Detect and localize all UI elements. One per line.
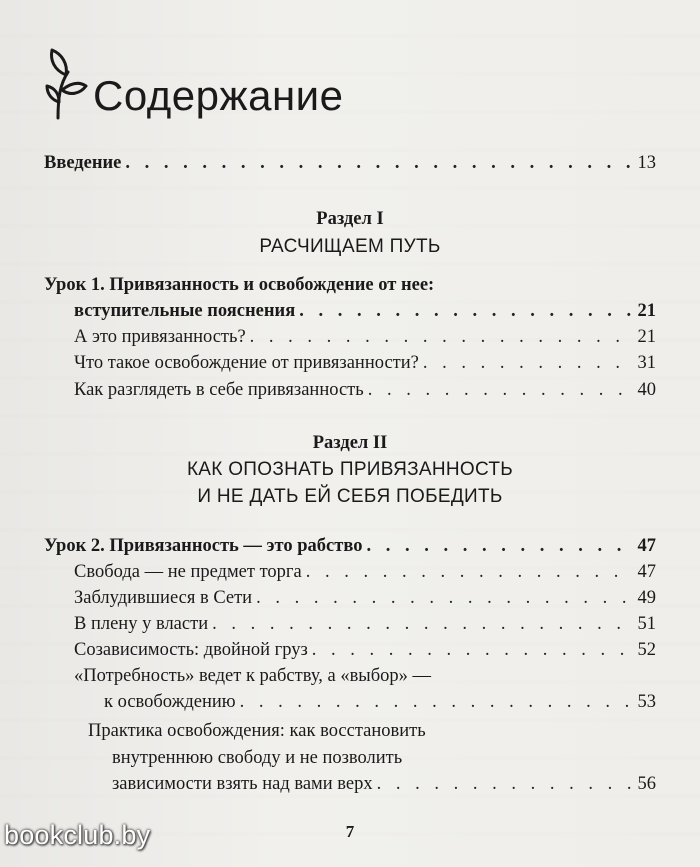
toc-entry	[74, 350, 656, 376]
section-label: Раздел I	[316, 209, 384, 229]
toc-entry	[74, 611, 656, 637]
toc-entry	[104, 689, 656, 715]
toc-entry	[74, 585, 656, 611]
lesson-title-line: Урок 1. Привязанность и освобождение от нее:	[44, 275, 435, 295]
toc-page-number: 31	[637, 353, 656, 373]
toc-entry	[74, 559, 656, 585]
toc-entry-label: Созависимость: двойной груз	[74, 640, 308, 660]
leader-dots	[377, 771, 634, 797]
leader-dots	[212, 611, 633, 637]
toc-entry-label: Как разглядеть в себе привязанность	[74, 380, 364, 400]
leader-dots	[306, 559, 634, 585]
toc-entry-lesson-1	[74, 298, 656, 324]
leader-dots	[240, 689, 634, 715]
toc-page-number: 47	[637, 562, 656, 582]
toc-entry-line: внутреннюю свободу и не позволить	[112, 748, 403, 768]
toc-entry-label: Урок 2. Привязанность — это рабство	[44, 536, 363, 556]
section-title: КАК ОПОЗНАТЬ ПРИВЯЗАННОСТЬ	[186, 459, 514, 480]
leader-dots	[423, 350, 634, 376]
toc-entry	[74, 637, 656, 663]
toc-entry	[74, 324, 656, 350]
section-label: Раздел II	[312, 433, 388, 453]
toc-page-number: 21	[637, 301, 656, 321]
leader-dots	[250, 324, 634, 350]
toc-entry-label: вступительные пояснения	[74, 301, 296, 321]
toc-page-number: 56	[637, 774, 656, 794]
leader-dots	[299, 298, 633, 324]
toc-page-number: 47	[637, 536, 656, 556]
toc-entry-intro	[44, 150, 656, 176]
toc-entry-line: Практика освобождения: как восстановить	[88, 721, 426, 741]
toc-page-number: 13	[637, 153, 656, 173]
toc-page-number: 51	[637, 614, 656, 634]
toc-entry	[74, 377, 656, 403]
leader-dots	[125, 150, 633, 176]
page-title: Содержание	[93, 72, 344, 119]
leader-dots	[368, 377, 634, 403]
watermark: bookclub.by	[4, 820, 151, 850]
toc-page-number: 49	[637, 588, 656, 608]
toc-entry-label: Введение	[44, 153, 122, 173]
toc-entry-label: Свобода — не предмет торга	[74, 562, 302, 582]
toc-entry-lesson-2	[44, 533, 656, 559]
toc-entry-label: А это привязанность?	[74, 327, 246, 347]
toc-entry-label: Что такое освобождение от привязанности?	[74, 353, 419, 373]
toc-entry-label: В плену у власти	[74, 614, 209, 634]
section-title: И НЕ ДАТЬ ЕЙ СЕБЯ ПОБЕДИТЬ	[197, 486, 503, 507]
toc-entry	[112, 771, 656, 797]
toc-page-number: 21	[637, 327, 656, 347]
toc-entry-line: «Потребность» ведет к рабству, а «выбор» —	[74, 666, 432, 686]
leader-dots	[256, 585, 633, 611]
toc-page-number: 52	[637, 640, 656, 660]
leader-dots	[366, 533, 633, 559]
page-number: 7	[345, 822, 355, 841]
toc-entry-label: Заблудившиеся в Сети	[74, 588, 253, 608]
leader-dots	[312, 637, 634, 663]
leaf-sprig-icon	[44, 42, 88, 120]
toc-entry-label: к освобождению	[104, 692, 236, 712]
toc-page-number: 40	[637, 380, 656, 400]
section-title: РАСЧИЩАЕМ ПУТЬ	[259, 236, 441, 257]
toc-entry-label: зависимости взять над вами верх	[112, 774, 373, 794]
toc-page-number: 53	[637, 692, 656, 712]
